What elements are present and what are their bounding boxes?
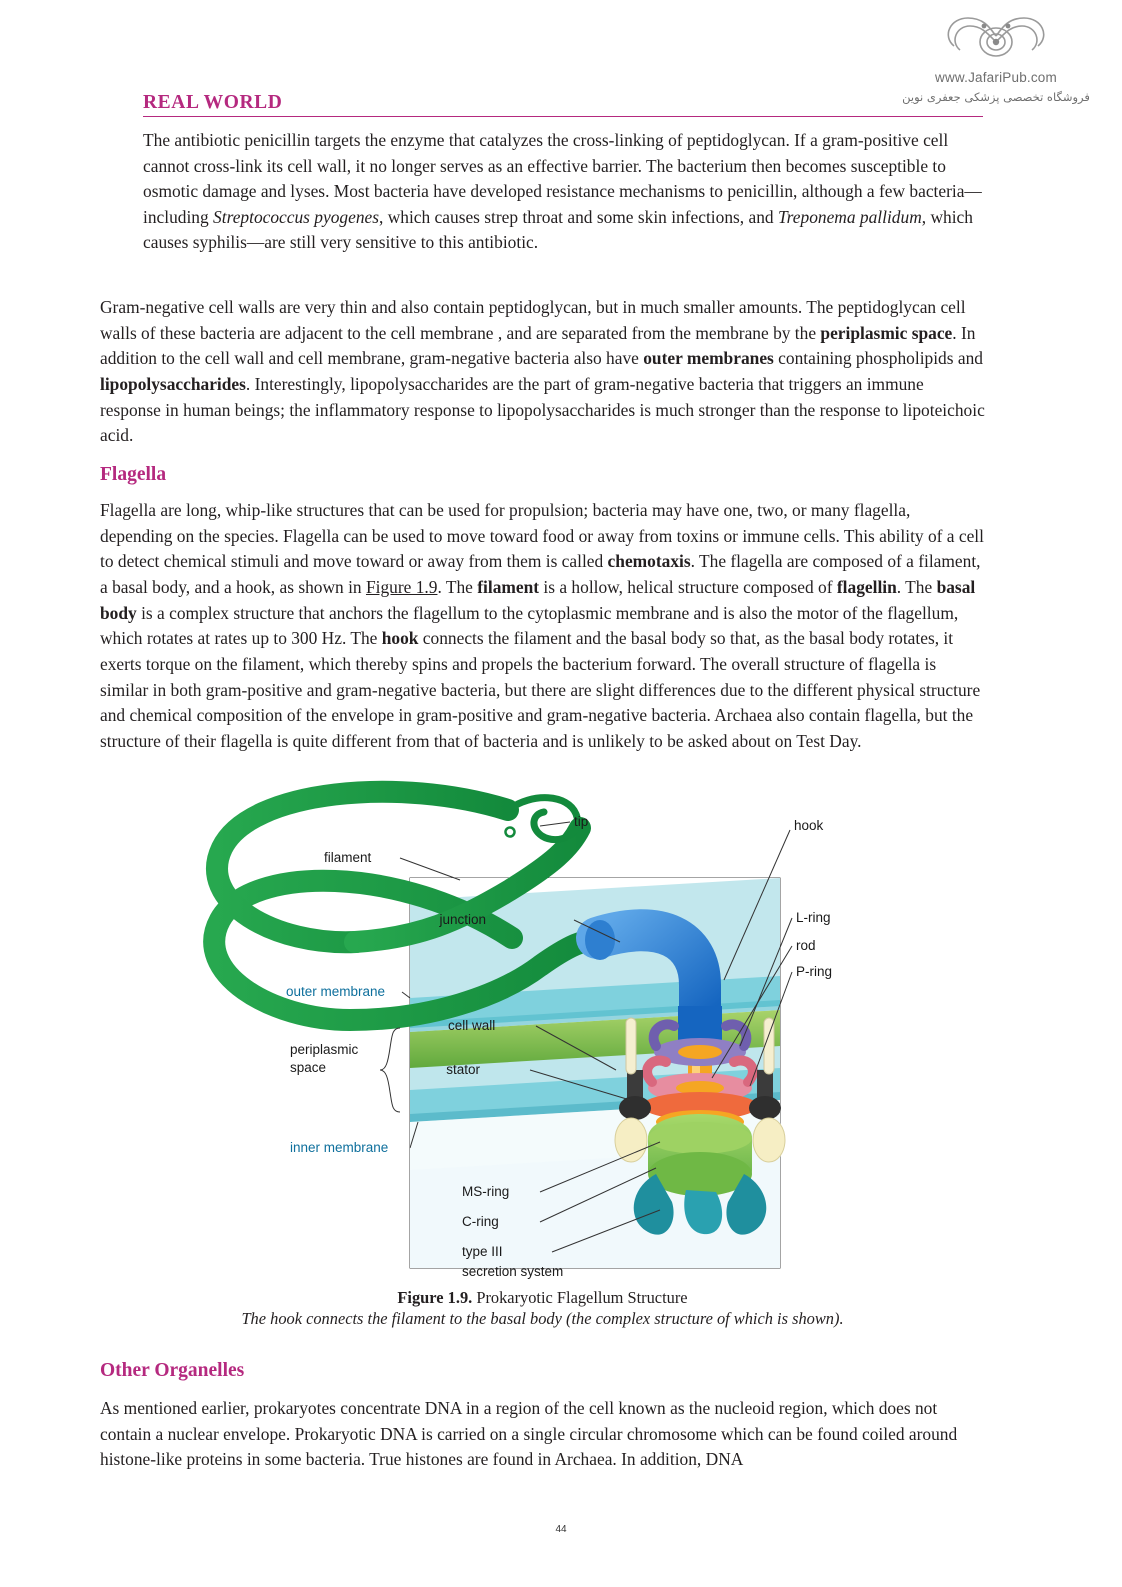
- site-tagline: فروشگاه تخصصی پزشکی جعفری نوین: [902, 90, 1090, 104]
- gn-bold-outer-membranes: outer membranes: [643, 348, 774, 369]
- figure-subcaption: The hook connects the filament to the basal body (the complex structure of which is shown).: [241, 1309, 844, 1328]
- label-inner-membrane: inner membrane: [290, 1140, 389, 1155]
- gn-text-1: Gram-negative cell walls are very thin and also contain peptidoglycan, but in much smaller amounts. The peptidoglycan cell walls of these bacteria are adjacent to the cell membrane , and are separated from the membrane by the: [100, 297, 966, 343]
- label-stator: stator: [446, 1062, 480, 1077]
- gn-bold-periplasmic-space: periplasmic space: [820, 322, 953, 343]
- label-hook: hook: [794, 818, 824, 833]
- label-t3ss-line1: type III: [462, 1244, 503, 1259]
- real-world-header: [143, 92, 983, 117]
- fl-text-6: is a complex structure that anchors the flagellum to the cytoplasmic membrane and is also the motor of the flagellum, which rotates at rates up to 300 Hz. The: [100, 602, 959, 649]
- fl-text-2: . The flagella are composed of a filament, a basal body, and a hook, as shown in: [100, 551, 981, 598]
- rw-text-1: The antibiotic penicillin targets the enzyme that catalyzes the cross-linking of peptidoglycan. If a gram-positive cell cannot cross-link its cell wall, it no longer serves as an effective barrier. The bacterium then becomes susceptible to osmotic damage and lyses. Most bacteria have developed resistance mechanisms to penicillin, although a few bacteria—including: [143, 130, 982, 227]
- figure-caption-rest: Prokaryotic Flagellum Structure: [472, 1288, 688, 1307]
- fl-bold-filament: filament: [477, 577, 540, 598]
- fl-bold-basal-body: basal body: [100, 577, 976, 623]
- label-c-ring: C-ring: [462, 1214, 499, 1229]
- gn-text-3: containing phospholipids and: [773, 348, 983, 369]
- gn-bold-lipopolysaccharides: lipopolysaccharides: [100, 374, 246, 395]
- label-periplasmic-space-line2: space: [290, 1060, 327, 1075]
- real-world-body: [143, 128, 983, 256]
- heading-other-organelles: Other Organelles: [100, 1360, 245, 1381]
- fl-text-1: Flagella are long, whip-like structures that can be used for propulsion; bacteria may have one, two, or many flagella, depending on the species. Flagella can be used to move toward food or away from toxins or immune cells. This ability of a cell to detect chemical stimuli and move toward or away from them is called: [100, 500, 984, 572]
- paragraph-gram-negative: [100, 295, 985, 449]
- label-tip: tip: [574, 814, 589, 829]
- figure-caption: [100, 1288, 985, 1308]
- figure-1-9: [100, 770, 985, 1320]
- label-filament: filament: [324, 850, 372, 865]
- label-p-ring: P-ring: [796, 964, 833, 979]
- rw-italic-1: Streptococcus pyogenes: [213, 206, 380, 227]
- site-branding: [896, 6, 1096, 104]
- fl-text-7: connects the filament and the basal body so that, as the basal body rotates, it exerts torque on the filament, which thereby spins and propels the bacterium forward. The overall structure of flagella is similar in both gram-positive and gram-negative bacteria, but there are slight differences due to the different physical structure and chemical composition of the envelope in gram-positive and gram-negative bacteria. Archaea also contain flagella, but the structure of their flagella is quite different from that of bacteria and is unlikely to be asked about on Test Day.: [100, 628, 981, 752]
- site-url[interactable]: www.JafariPub.com: [935, 70, 1057, 85]
- fl-text-4: is a hollow, helical structure composed of: [539, 577, 837, 598]
- fl-bold-chemotaxis: chemotaxis: [607, 551, 691, 572]
- gn-text-4: . Interestingly, lipopolysaccharides are the part of gram-negative bacteria that triggers an immune response in human beings; the inflammatory response to lipopolysaccharides is much stronger than the response to lipoteichoic acid.: [100, 374, 985, 446]
- real-world-divider: [143, 116, 983, 117]
- real-world-title: REAL WORLD: [143, 92, 283, 113]
- label-outer-membrane: outer membrane: [286, 984, 386, 999]
- label-ms-ring: MS-ring: [462, 1184, 510, 1199]
- rw-text-3: , which causes syphilis—are still very sensitive to this antibiotic.: [143, 206, 973, 253]
- fl-bold-flagellin: flagellin: [836, 577, 897, 598]
- label-periplasmic-space-line1: periplasmic: [290, 1042, 359, 1057]
- label-l-ring: L-ring: [796, 910, 831, 925]
- label-cell-wall: cell wall: [448, 1018, 496, 1033]
- figure-caption-lead: Figure 1.9.: [397, 1288, 473, 1307]
- flagellum-ms-c-ring: [634, 1114, 767, 1235]
- gn-text-2: . In addition to the cell wall and cell membrane, gram-negative bacteria also have: [100, 322, 976, 369]
- fl-text-5: . The: [896, 577, 937, 598]
- heading-flagella: Flagella: [100, 464, 167, 485]
- jafaripub-logo-icon: [896, 6, 1096, 68]
- label-junction: junction: [439, 912, 486, 927]
- fl-text-3: . The: [437, 577, 478, 598]
- rw-text-2: , which causes strep throat and some skin infections, and: [379, 206, 778, 227]
- paragraph-other-organelles: As mentioned earlier, prokaryotes concentrate DNA in a region of the cell known as the nucleoid region, which does not contain a nuclear envelope. Prokaryotic DNA is carried on a single circular chromosome which can be found coiled around histone-like proteins in some bacteria. True histones are found in Archaea. In addition, DNA: [100, 1398, 958, 1470]
- page-number: 44: [555, 1524, 567, 1535]
- figure-1-9-link[interactable]: Figure 1.9: [365, 577, 438, 598]
- label-t3ss-line2: secretion system: [462, 1264, 564, 1279]
- rw-italic-2: Treponema pallidum: [777, 206, 922, 227]
- paragraph-flagella: [100, 498, 985, 755]
- label-rod: rod: [796, 938, 816, 953]
- fl-bold-hook: hook: [381, 628, 419, 649]
